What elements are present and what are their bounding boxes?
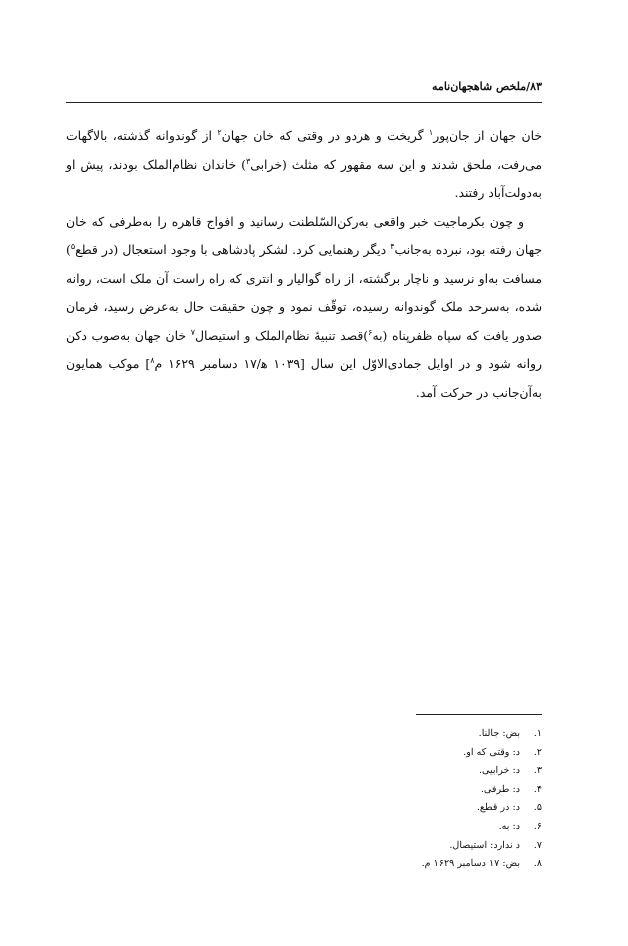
text-run: ) خاندان نظام‌الملک بودند، پیش او به‌دولت‌آباد رفتند. [66, 156, 542, 200]
text-run: و چون بکرماجیت خبر واقعی به‌رکن‌السّلطنت رسانید و افواج قاهره را به‌طرفی که خان جهان رفته بود، نبرده به‌جانب [66, 213, 542, 257]
footnote-number: ۷. [533, 839, 542, 851]
footnote-item [300, 837, 542, 856]
footnote-text: د ندارد: استیصال. [449, 839, 520, 851]
running-header: ۸۳/ملخص شاهجهان‌نامه [432, 80, 542, 93]
footnote-text: بض: ۱۷ دسامبر ۱۶۲۹ م. [421, 858, 520, 870]
footnote-number: ۲. [533, 746, 542, 758]
footnote-marker-5: ۵ [70, 241, 76, 251]
text-run: )قصد تنبیهٔ نظام‌الملک و استیصال [195, 327, 369, 343]
text-run: دیگر رهنمایی کرد. لشکر پادشاهی با وجود استعجال (در قطع [75, 242, 391, 257]
footnote-number: ۶. [533, 820, 542, 832]
footnote-marker-7: ۷ [190, 327, 195, 337]
footnote-text: بض: جالنا. [478, 728, 520, 739]
header-rule [66, 102, 542, 103]
footnote-item [300, 855, 542, 874]
footnote-text: د: به. [498, 820, 520, 832]
footnote-item [300, 781, 542, 800]
footnote-item [300, 744, 542, 763]
paragraph-2 [66, 208, 542, 408]
footnote-rule [416, 714, 542, 715]
footnote-number: ۸. [533, 858, 542, 870]
footnote-item [300, 818, 542, 837]
footnote-text: د: طرفی. [480, 783, 520, 795]
footnote-item [300, 799, 542, 818]
footnote-marker-2: ۲ [217, 127, 222, 137]
footnote-number: ۱. [533, 728, 542, 739]
footnote-text: د: خرابیی. [478, 765, 520, 777]
footnote-marker-8: ۸ [150, 355, 155, 365]
text-run: ] موکب همایون به‌آن‌جانب در حرکت آمد. [66, 356, 542, 400]
paragraph-1 [66, 122, 542, 208]
footnote-marker-1: ۱ [428, 127, 434, 137]
body-text [66, 122, 542, 407]
footnotes [300, 725, 542, 874]
footnote-number: ۴. [533, 783, 542, 795]
footnote-text: د: در قطع. [476, 802, 520, 814]
footnote-number: ۳. [533, 765, 542, 777]
footnote-marker-4: ۴ [390, 241, 395, 251]
footnote-text: د: وقتی که او. [463, 746, 520, 758]
text-run: خان جهان به‌صوب دکن روانه شود و در اوایل جمادی‌الاوّل این سال [۱۰۳۹ ه‍/۱۷ دسامبر ۱۶۲۹ م [66, 327, 542, 371]
text-run: از گوندوانه گذشته، بالاگهات می‌رفت، ملحق شدند و این سه مقهور که مثلث (خرابی [66, 128, 542, 172]
footnote-marker-6: ۶ [368, 327, 373, 337]
text-run: گریخت و هردو در وقتی که خان جهان [221, 128, 429, 143]
footnote-item [300, 725, 542, 744]
text-run: خان جهان از جان‌پور [433, 128, 542, 143]
footnote-number: ۵. [533, 802, 542, 814]
footnote-marker-3: ۳ [245, 156, 251, 166]
text-run: ) مسافت به‌او نرسید و ناچار برگشته، از راه گوالیار و انتری که راه راست آن ملک است، روانه شده، به‌سرحد ملک گوندوانه رسیده، توقّف نمود و چون حقیقت حال به‌عرض رسید، فرمان صدور یافت که سپاه ظفرپناه (به [66, 242, 542, 343]
footnote-item [300, 762, 542, 781]
